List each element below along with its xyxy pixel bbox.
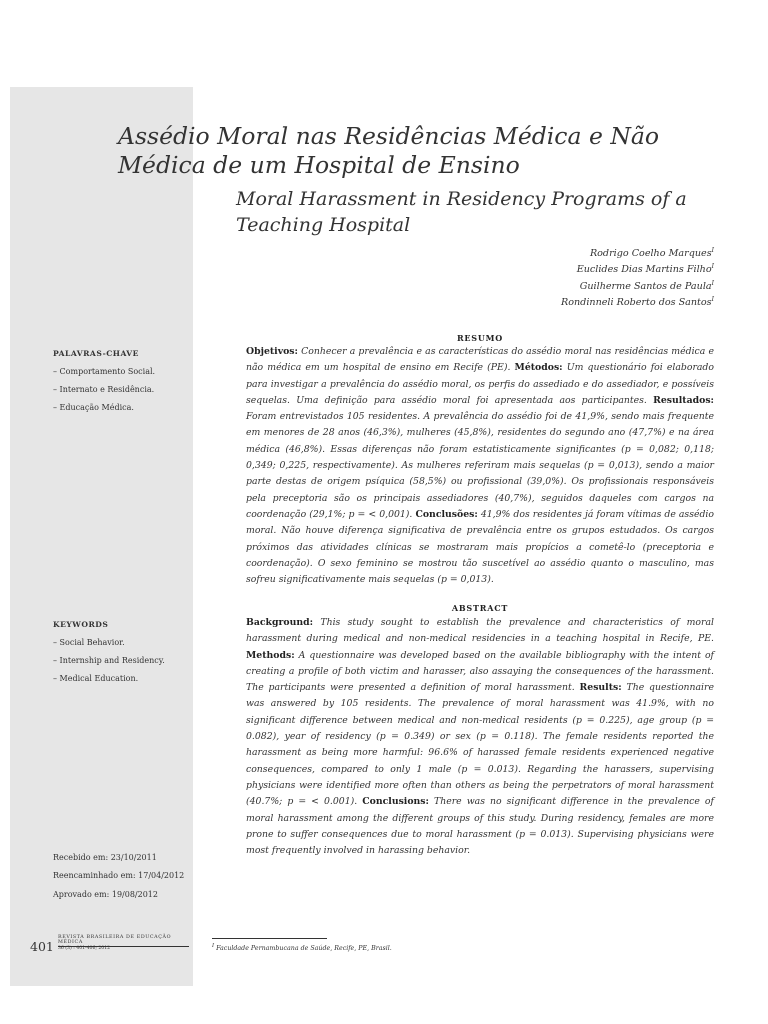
author: Euclides Dias Martins Filho$^I$	[576, 263, 714, 276]
author: Rodrigo Coelho Marques$^I$	[589, 247, 714, 260]
author-list	[561, 244, 714, 310]
keywords-heading: KEYWORDS	[53, 620, 109, 629]
keyword-item: – Medical Education.	[53, 674, 139, 683]
journal-name: REVISTA BRASILEIRA DE EDUCAÇÃO MÉDICA	[58, 935, 189, 947]
abstract-body: Background: This study sought to establish the prevalence and characteristics of moral harassment during medical and non-medical residencies in a teaching hospital in Recife, PE. Methods: A questionnaire was developed based on the available bibliography with the intent of creating a profile of both victim and harasser, also assaying the consequences of the harassment. The participants were presented a definition of moral harassment. Results: The questionnaire was answered by 105 residents. The prevalence of moral harassment was 41.9%, with no significant difference between medical and non-medical residents (p = 0.225), age group (p = 0.082), year of residency (p = 0.349) or sex (p = 0.118). The female residents reported the harassment as being more harmful: 96.6% of harassed female residents experienced negative consequences, compared to only 1 male (p = 0.013). Regarding the harassers, supervising physicians were identified more often than others as being the perpetrators of moral harassment (40.7%; p = < 0.001). Conclusions: There was no significant difference in the prevalence of moral harassment among the different groups of this study. During residency, females are more prone to suffer consequences due to moral harassment (p = 0.013). Supervising physicians were most frequently involved in harassing behavior.	[246, 617, 714, 857]
footnote-rule	[212, 938, 327, 939]
date-resubmitted: Reencaminhado em: 17/04/2012	[53, 871, 185, 881]
title-portuguese: Assédio Moral nas Residências Médica e Não Médica de um Hospital de Ensino	[118, 122, 660, 179]
resumo-heading: RESUMO	[456, 333, 504, 343]
palavras-chave-heading: PALAVRAS-CHAVE	[53, 349, 139, 358]
keyword-item: – Internship and Residency.	[53, 656, 165, 665]
palavras-chave-block	[53, 349, 155, 421]
keyword-item: – Educação Médica.	[53, 403, 134, 412]
date-received: Recebido em: 23/10/2011	[53, 853, 157, 862]
keyword-item: – Comportamento Social.	[53, 367, 156, 376]
page-number: 401	[30, 939, 54, 954]
author: Rondinneli Roberto dos Santos$^I$	[561, 296, 714, 309]
keyword-item: – Internato e Residência.	[53, 385, 155, 394]
keyword-item: – Social Behavior.	[53, 638, 125, 647]
date-approved: Aprovado em: 19/08/2012	[53, 889, 158, 899]
journal-volume: 36 (3) : 401-406; 2012	[58, 946, 111, 951]
author: Guilherme Santos de Paula$^I$	[579, 279, 714, 293]
abstract-heading: ABSTRACT	[451, 603, 509, 613]
title-english: Moral Harassment in Residency Programs of a Teaching Hospital	[236, 188, 687, 236]
affiliation-footnote: $^I$ Faculdade Pernambucana de Saúde, Recife, PE, Brasil.	[212, 943, 392, 953]
resumo-body: Objetivos: Conhecer a prevalência e as características do assédio moral nas residências médica e não médica em um hospital de ensino em Recife (PE). Métodos: Um questionário foi elaborado para investigar a prevalência do assédio moral, os perfis do assediado e do assediador, e possíveis sequelas. Uma definição para assédio moral foi apresentada aos participantes. Resultados: Foram entrevistados 105 residentes. A prevalência do assédio foi de 41,9%, sendo mais frequente em menores de 28 anos (46,3%), mulheres (45,8%), residentes do segundo ano (47,7%) e na área médica (46,8%). Essas diferenças não foram estatisticamente significantes (p = 0,082; 0,118; 0,349; 0,225, respectivamente). As mulheres referiram mais sequelas (p = 0,013), sendo a maior parte destas de origem psíquica (58,5%) ou profissional (39,0%). Os profissionais responsáveis pela preceptoria são os principais assediadores (40,7%), seguidos daqueles com cargos na coordenação (29,1%; p = < 0,001). Conclusões: 41,9% dos residentes já foram vítimas de assédio moral. Não houve diferença significativa de prevalência entre os grupos estudados. Os cargos próximos das atividades clínicas se mostraram mais propícios a cometê-lo (preceptoria e coordenação). O sexo feminino se mostrou tão suscetível ao assédio quanto o masculino, mas sofreu significativamente mais sequelas (p = 0,013).	[246, 346, 714, 586]
keywords-block	[53, 620, 165, 692]
submission-dates	[53, 849, 184, 904]
